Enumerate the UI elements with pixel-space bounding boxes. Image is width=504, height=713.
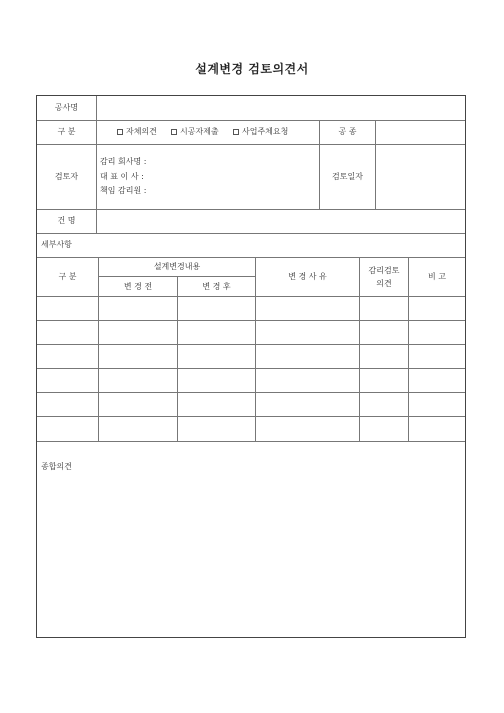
table-header-after: 변 경 후 xyxy=(202,282,231,291)
reviewer-ceo-field[interactable]: 대 표 이 사 : xyxy=(100,172,144,181)
checkbox-icon[interactable] xyxy=(171,129,177,135)
category-label: 구 분 xyxy=(57,127,76,136)
summary-label: 종합의견 xyxy=(41,462,72,471)
table-header-supervision-line2: 의견 xyxy=(376,279,392,288)
table-row[interactable] xyxy=(37,345,465,368)
review-date-label: 검토일자 xyxy=(332,172,363,181)
table-row[interactable] xyxy=(37,393,465,416)
table-header-category: 구 분 xyxy=(58,272,77,281)
reviewer-label: 검토자 xyxy=(54,172,79,181)
table-row[interactable] xyxy=(37,369,465,392)
reviewer-company-field[interactable]: 감리 회사명 : xyxy=(100,157,147,166)
table-row[interactable] xyxy=(37,297,465,320)
table-header-before: 변 경 전 xyxy=(123,282,153,291)
work-type-field[interactable] xyxy=(376,121,465,143)
document-title: 설계변경 검토의견서 xyxy=(195,62,309,76)
review-date-field[interactable] xyxy=(376,145,465,208)
checkbox-icon[interactable] xyxy=(233,129,239,135)
details-label: 세부사항 xyxy=(41,240,72,249)
case-label: 건 명 xyxy=(57,216,76,225)
project-name-field[interactable] xyxy=(97,97,465,119)
table-header-supervision-line1: 감리검토 xyxy=(368,266,400,275)
option-self-opinion[interactable] xyxy=(117,127,157,137)
table-header-remarks: 비 고 xyxy=(428,272,446,281)
project-name-label: 공사명 xyxy=(54,103,79,112)
option-label: 시공자제출 xyxy=(180,127,219,136)
table-header-reason: 변 경 사 유 xyxy=(288,272,327,281)
option-owner-request[interactable] xyxy=(233,127,288,137)
case-name-field[interactable] xyxy=(97,210,465,232)
option-label: 자체의견 xyxy=(126,127,157,136)
work-type-label: 공 종 xyxy=(338,127,357,136)
review-form xyxy=(36,95,466,638)
option-contractor-submission[interactable] xyxy=(171,127,219,137)
checkbox-icon[interactable] xyxy=(117,129,123,135)
reviewer-supervisor-field[interactable]: 책임 감리원 : xyxy=(100,186,147,195)
table-header-change-content: 설계변경내용 xyxy=(153,262,201,271)
table-row[interactable] xyxy=(37,417,465,441)
table-row[interactable] xyxy=(37,321,465,344)
option-label: 사업주체요청 xyxy=(242,127,289,136)
summary-field[interactable] xyxy=(37,476,465,636)
